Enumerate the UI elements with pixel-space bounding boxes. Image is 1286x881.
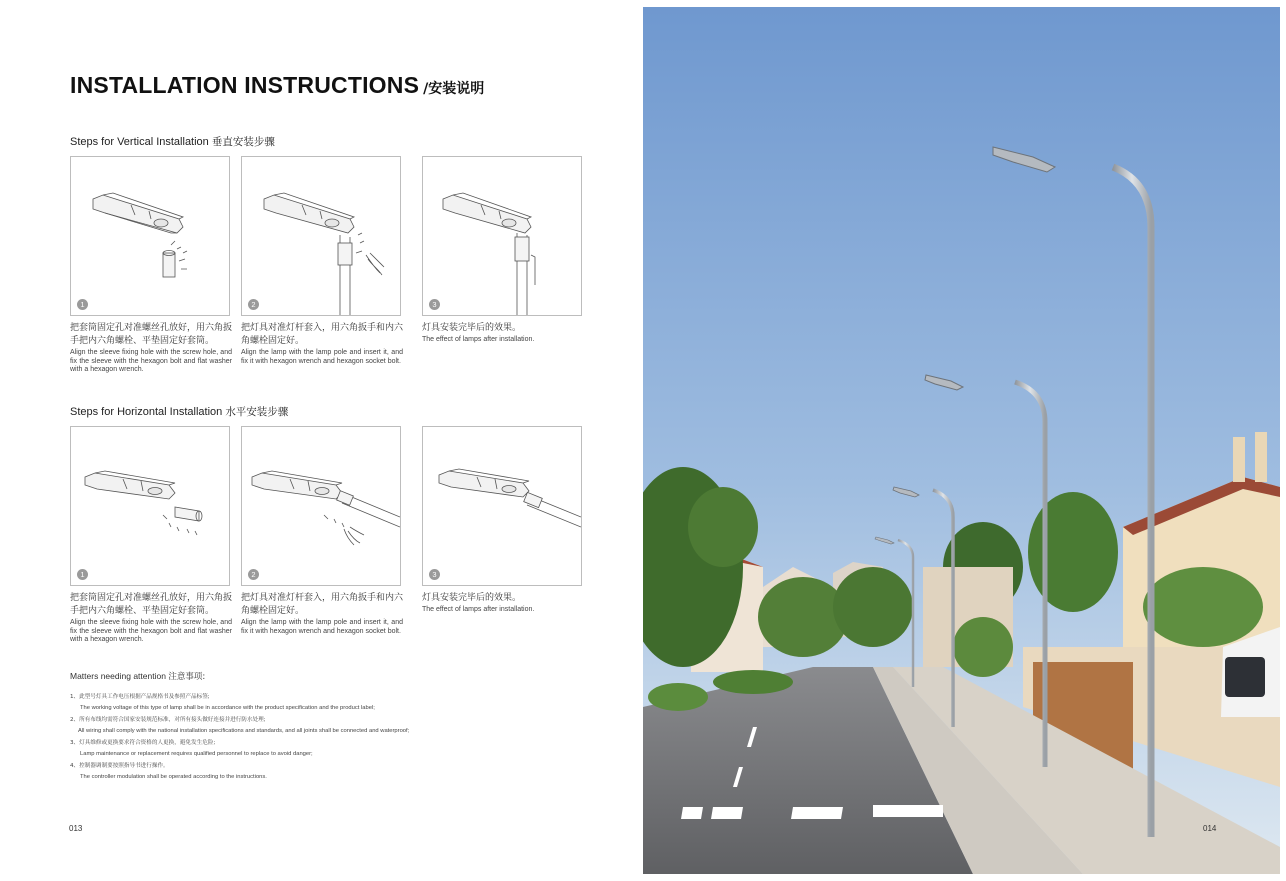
- vertical-step-3-caption: [422, 322, 584, 345]
- note-zh: 2、所有布线均需符合国家安装规范标准，对所有接头做好连接并进行防水处理;: [70, 717, 266, 723]
- notes-heading: [70, 670, 490, 682]
- note-zh: 3、灯具维修或更换要求符合资格的人更换，避免发生危险;: [70, 740, 216, 746]
- caption-en: Align the lamp with the lamp pole and insert it, and fix it with hexagon wrench and hexagon socket bolt.: [241, 619, 403, 635]
- caption-en: The effect of lamps after installation.: [422, 336, 535, 343]
- step-number-badge: 2: [248, 299, 259, 310]
- horizontal-step-3-figure: [422, 426, 582, 586]
- page-title-sub: /安装说明: [423, 81, 485, 97]
- note-en: The controller modulation shall be operated according to the instructions.: [80, 774, 267, 780]
- street-lamp-photo: [643, 7, 1280, 874]
- caption-en: The effect of lamps after installation.: [422, 606, 535, 613]
- page-number-left: 013: [69, 824, 83, 833]
- caption-en: Align the lamp with the lamp pole and insert it, and fix it with hexagon wrench and hexagon socket bolt.: [241, 349, 403, 365]
- lamp-insert-horizontal-illustration: [242, 427, 400, 585]
- step-number-badge: 1: [77, 569, 88, 580]
- step-number-badge: 3: [429, 299, 440, 310]
- lamp-sleeve-horizontal-illustration: [71, 427, 229, 585]
- note-item: [70, 692, 490, 711]
- caption-zh: 把灯具对准灯杆套入，用六角扳手和内六角螺栓固定好。: [241, 323, 404, 346]
- caption-zh: 灯具安装完毕后的效果。: [422, 593, 522, 603]
- vertical-step-2-figure: [241, 156, 401, 316]
- notes-heading-en: Matters needing attention: [70, 671, 166, 681]
- caption-zh: 把灯具对准灯杆套入，用六角扳手和内六角螺栓固定好。: [241, 593, 404, 616]
- horizontal-step-2-figure: [241, 426, 401, 586]
- vertical-step-1-figure: [70, 156, 230, 316]
- step-number-badge: 3: [429, 569, 440, 580]
- vertical-heading: [70, 134, 275, 149]
- note-item: [70, 738, 490, 757]
- horizontal-step-3-caption: [422, 592, 584, 615]
- note-item: [70, 761, 490, 780]
- horizontal-step-1-caption: [70, 592, 232, 645]
- horizontal-heading: [70, 404, 288, 419]
- vertical-step-3-figure: [422, 156, 582, 316]
- horizontal-step-2-caption: [241, 592, 403, 636]
- note-en: Lamp maintenance or replacement requires qualified personnel to replace to avoid danger;: [80, 751, 313, 757]
- page-number-right: 014: [1203, 824, 1217, 833]
- vertical-heading-en: Steps for Vertical Installation: [70, 136, 209, 148]
- caption-zh: 把套筒固定孔对准螺丝孔放好，用六角扳手把内六角螺栓、平垫固定好套筒。: [70, 323, 233, 346]
- step-number-badge: 2: [248, 569, 259, 580]
- note-zh: 1、此型号灯具工作电压根据产品规格书及参照产品标签;: [70, 694, 210, 700]
- horizontal-heading-zh: 水平安装步骤: [225, 406, 289, 418]
- lamp-insert-pole-illustration: [242, 157, 400, 315]
- page-title: [70, 72, 484, 99]
- caption-zh: 把套筒固定孔对准螺丝孔放好，用六角扳手把内六角螺栓、平垫固定好套筒。: [70, 593, 233, 616]
- page-title-main: INSTALLATION INSTRUCTIONS: [70, 72, 420, 98]
- note-en: All wiring shall comply with the national installation specifications and standards, and all joints shall be connected and waterproof;: [78, 728, 410, 734]
- street-scene-illustration: [643, 7, 1280, 874]
- vertical-step-1-caption: [70, 322, 232, 375]
- horizontal-heading-en: Steps for Horizontal Installation: [70, 406, 223, 418]
- lamp-installed-horizontal-illustration: [423, 427, 581, 585]
- attention-notes: [70, 670, 490, 780]
- lamp-installed-vertical-illustration: [423, 157, 581, 315]
- notes-heading-zh: 注意事项:: [168, 672, 206, 682]
- caption-en: Align the sleeve fixing hole with the screw hole, and fix the sleeve with the hexagon bolt and flat washer with a hexagon wrench.: [70, 619, 232, 644]
- note-zh: 4、控制器调制要按照指导书进行操作。: [70, 763, 169, 769]
- caption-zh: 灯具安装完毕后的效果。: [422, 323, 522, 333]
- vertical-step-2-caption: [241, 322, 403, 366]
- vertical-heading-zh: 垂直安装步骤: [211, 136, 275, 148]
- note-en: The working voltage of this type of lamp shall be in accordance with the product specification and the product label;: [80, 705, 375, 711]
- horizontal-step-1-figure: [70, 426, 230, 586]
- lamp-sleeve-vertical-illustration: [71, 157, 229, 315]
- caption-en: Align the sleeve fixing hole with the screw hole, and fix the sleeve with the hexagon bolt and flat washer with a hexagon wrench.: [70, 349, 232, 374]
- note-item: [70, 715, 490, 734]
- step-number-badge: 1: [77, 299, 88, 310]
